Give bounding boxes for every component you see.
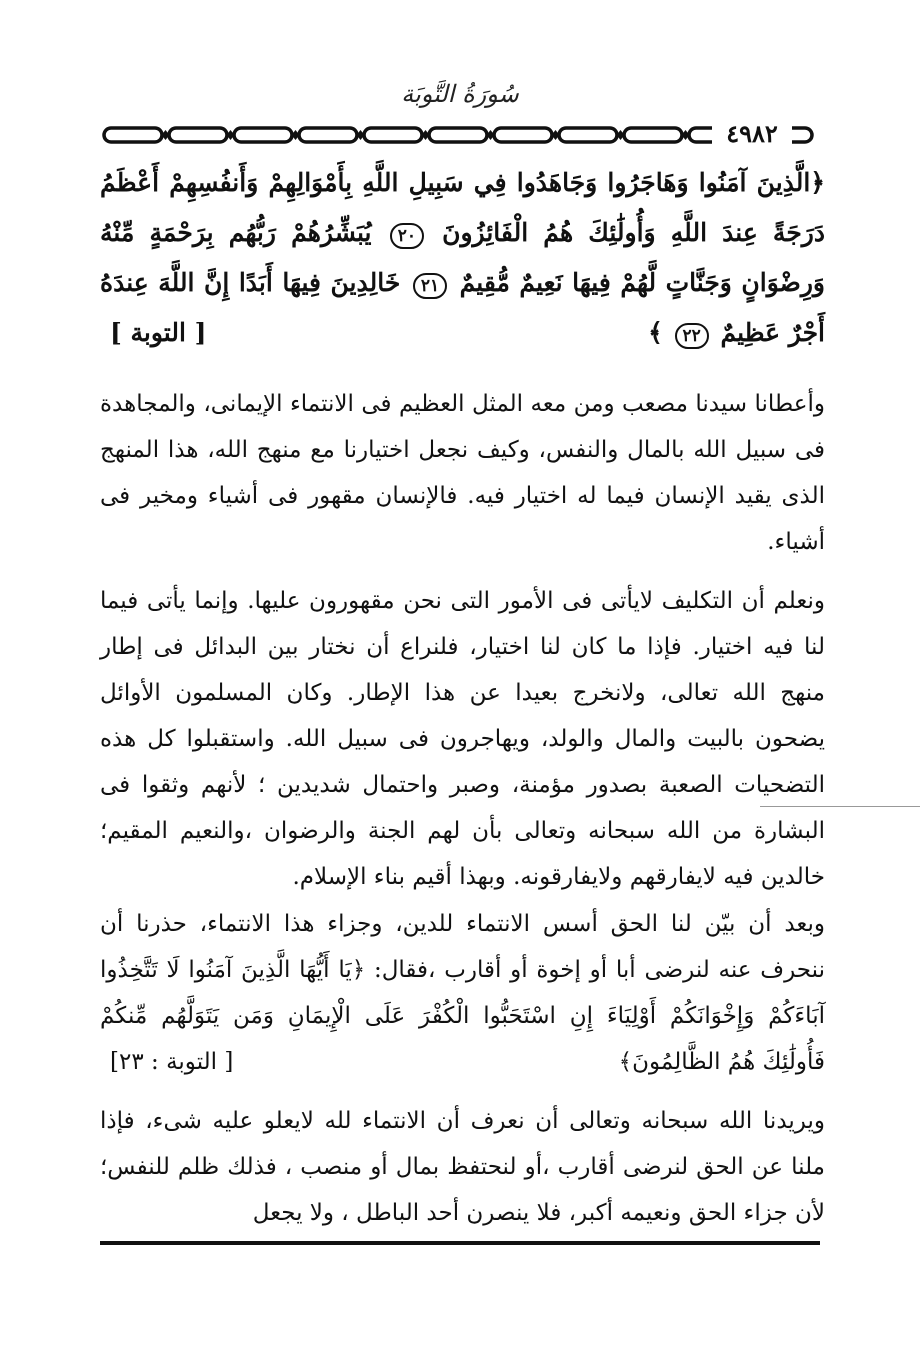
- verse-text-20: ﴿الَّذِينَ آمَنُوا وَهَاجَرُوا وَجَاهَدُوا فِي سَبِيلِ اللَّهِ بِأَمْوَالِهِمْ وَأَنفُسِهِمْ أَعْظَمُ دَرَجَةً عِندَ اللَّهِ وَأُولَٰئِكَ هُمُ الْفَائِزُونَ: [100, 168, 825, 247]
- page-number: ٤٩٨٢: [712, 120, 792, 148]
- quran-verses: [100, 158, 825, 358]
- paragraph-3-reference: [ التوبة : ٢٣]: [110, 1049, 234, 1075]
- ayah-number-20: ٢٠: [390, 223, 424, 249]
- paragraph-4: ويريدنا الله سبحانه وتعالى أن نعرف أن الانتماء لله لايعلو عليه شىء، فإذا ملنا عن الحق لنرضى أقارب ،أو لنحتفظ بمال أو منصب ، فذلك ظلم للنفس؛ لأن جزاء الحق ونعيمه أكبر، فلا ينصرن أحد الباطل ، ولا يجعل: [100, 1108, 825, 1226]
- paragraph-1: وأعطانا سيدنا مصعب ومن معه المثل العظيم فى الانتماء الإيمانى، والمجاهدة فى سبيل الله بالمال والنفس، وكيف نجعل اختيارنا مع منهج الله، هذا المنهج الذى يقيد الإنسان فيما له اختيار فيه. فالإنسان مقهور فى أشياء ومخير فى أشياء.: [100, 391, 825, 555]
- ayah-number-22: ٢٢: [675, 323, 709, 349]
- verse-closing-bracket: ﴾: [648, 318, 663, 347]
- paragraph-3-text: وبعد أن بيّن لنا الحق أسس الانتماء للدين، وجزاء هذا الانتماء، حذرنا أن ننحرف عنه لنرضى أبا أو إخوة أو أقارب ،فقال: ﴿يَا أَيُّهَا الَّذِينَ آمَنُوا لَا تَتَّخِذُوا آبَاءَكُمْ وَإِخْوَانَكُمْ أَوْلِيَاءَ إِنِ اسْتَحَبُّوا الْكُفْرَ عَلَى الْإِيمَانِ وَمَن يَتَوَلَّهُم مِّنكُمْ فَأُولَٰئِكَ هُمُ الظَّالِمُونَ﴾: [100, 911, 825, 1075]
- ayah-number-21: ٢١: [413, 273, 447, 299]
- paragraph-3: [100, 901, 825, 1085]
- sura-reference: [ التوبة ]: [110, 318, 207, 347]
- paragraph-2: ونعلم أن التكليف لايأتى فى الأمور التى نحن مقهورون عليها. وإنما يأتى فيما لنا فيه اختيار. فإذا ما كان لنا اختيار، فلنراع أن نختار بين البدائل فى إطار منهج الله تعالى، ولانخرج بعيدا عن هذا الإطار. وكان المسلمون الأوائل يضحون بالبيت والمال والولد، ويهاجرون فى سبيل الله. واستقبلوا كل هذه التضحيات الصعبة بصدور مؤمنة، وصبر واحتمال شديدين ؛ لأنهم وثقوا فى البشارة من الله سبحانه وتعالى بأن لهم الجنة والرضوان ،والنعيم المقيم؛ خالدين فيه لايفارقهم ولايفارقونه. وبهذا أقيم بناء الإسلام.: [100, 588, 825, 890]
- bottom-rule: [100, 1241, 820, 1245]
- verse-text-22: خَالِدِينَ فِيهَا أَبَدًا إِنَّ اللَّهَ عِندَهُ أَجْرٌ عَظِيمٌ: [100, 268, 825, 347]
- sura-title: سُورَةُ التَّوبَة: [401, 80, 519, 108]
- verse-text-21: يُبَشِّرُهُمْ رَبُّهُم بِرَحْمَةٍ مِّنْهُ وَرِضْوَانٍ وَجَنَّاتٍ لَّهُمْ فِيهَا نَعِيمٌ مُّقِيمٌ: [100, 218, 825, 297]
